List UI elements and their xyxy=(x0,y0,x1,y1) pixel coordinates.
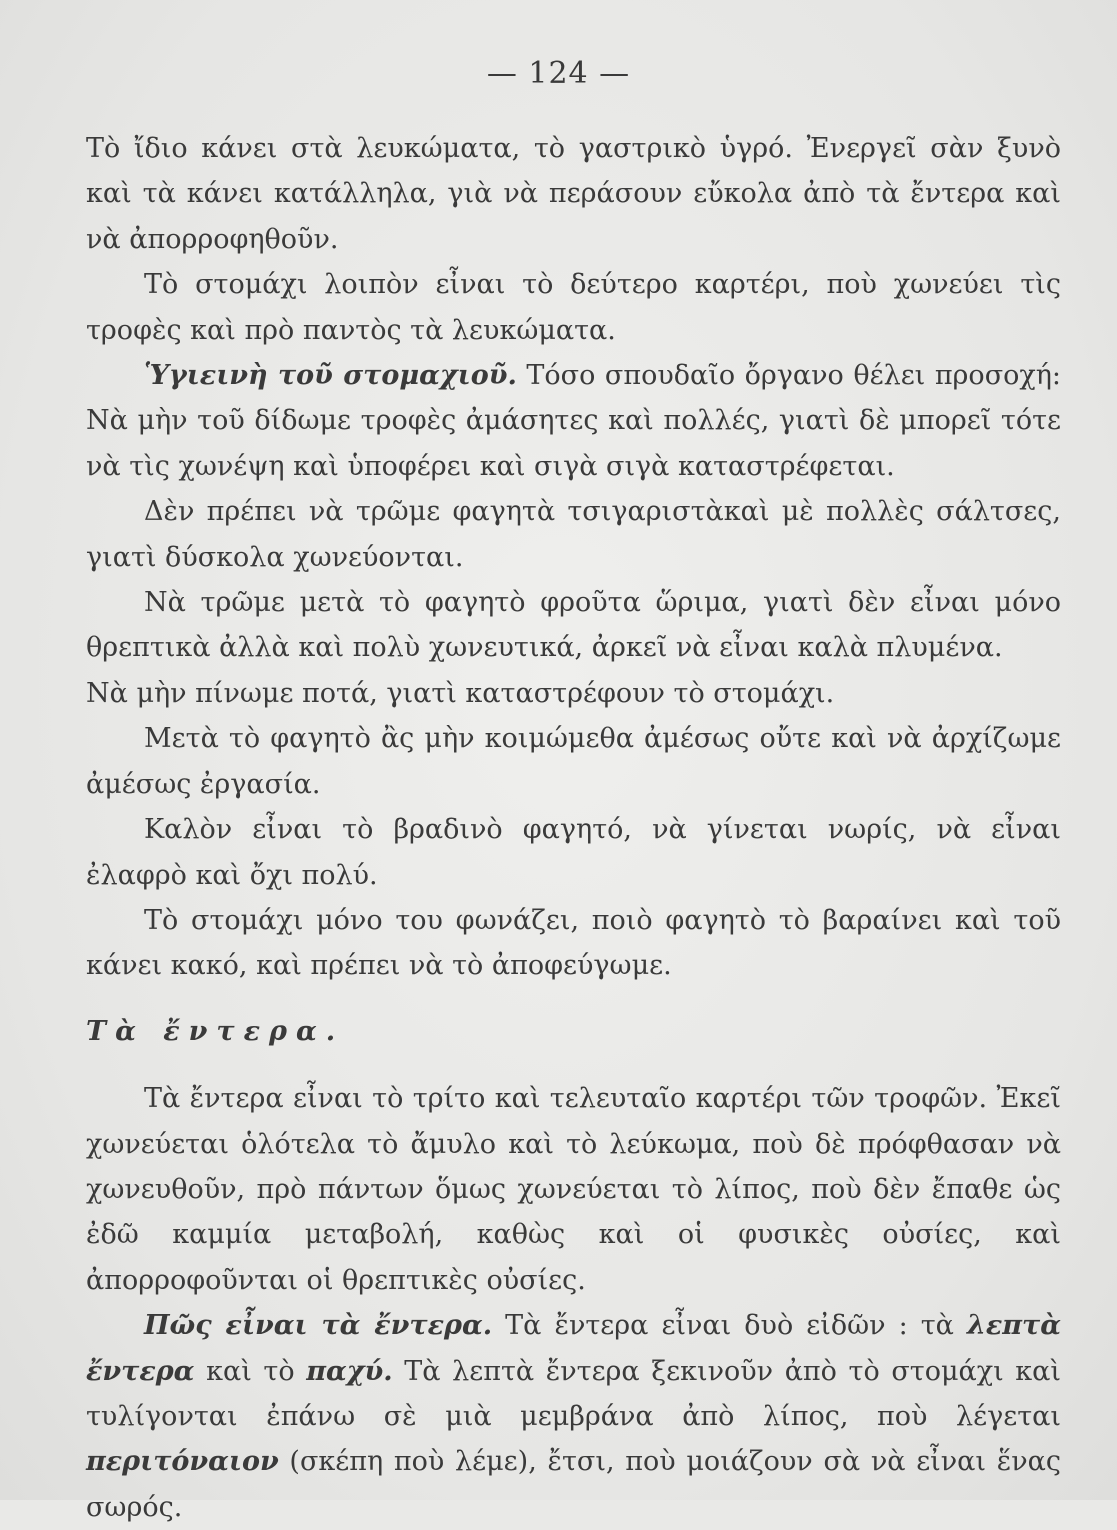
paragraph-11-text-b: καὶ τὸ xyxy=(194,1355,307,1387)
page-number: — 124 — xyxy=(486,56,631,91)
paragraph-intestine-types xyxy=(86,1303,1061,1530)
section-heading-intestines: Τὰ ἔντερα. xyxy=(86,1015,345,1047)
paragraph-8: Καλὸν εἶναι τὸ βραδινὸ φαγητό, νὰ γίνεται νωρίς, νὰ εἶναι ἐλαφρὸ καὶ ὄχι πολύ. xyxy=(86,814,1061,891)
paragraph-2: Τὸ στομάχι λοιπὸν εἶναι τὸ δεύτερο καρτέρι, ποὺ χωνεύει τὶς τροφὲς καὶ πρὸ παντὸς τὰ λευκώματα. xyxy=(86,269,1061,346)
paragraph-11-text-a: Τὰ ἔντερα εἶναι δυὸ εἰδῶν : τὰ xyxy=(492,1310,967,1342)
paragraph-7: Μετὰ τὸ φαγητὸ ἂς μὴν κοιμώμεθα ἀμέσως οὔτε καὶ νὰ ἀρχίζωμε ἀμέσως ἐργασία. xyxy=(86,723,1061,800)
paragraph-stomach-hygiene xyxy=(86,353,1061,489)
body-text xyxy=(86,126,1061,1530)
subheading-stomach-hygiene: Ὑγιεινὴ τοῦ στομαχιοῦ. xyxy=(144,360,517,392)
subheading-intestine-types: Πῶς εἶναι τὰ ἔντερα. xyxy=(144,1310,493,1342)
paragraph-9: Τὸ στομάχι μόνο του φωνάζει, ποιὸ φαγητὸ τὸ βαραίνει καὶ τοῦ κάνει κακό, καὶ πρέπει νὰ τὸ ἀποφεύγωμε. xyxy=(86,904,1061,982)
paragraph-11-text-d: (σκέπη ποὺ λέμε), ἔτσι, ποὺ μοιάζουν σὰ νὰ εἶναι ἕνας σωρός. xyxy=(86,1446,1061,1523)
paragraph-4: Δὲν πρέπει νὰ τρῶμε φαγητὰ τσιγαριστὰκαὶ μὲ πολλὲς σάλτσες, γιατὶ δύσκολα χωνεύονται. xyxy=(86,496,1061,573)
paragraph-6: Νὰ μὴν πίνωμε ποτά, γιατὶ καταστρέφουν τὸ στομάχι. xyxy=(86,677,835,709)
paragraph-5: Νὰ τρῶμε μετὰ τὸ φαγητὸ φροῦτα ὥριμα, γιατὶ δὲν εἶναι μόνο θρεπτικὰ ἀλλὰ καὶ πολὺ χωνευτικά, ἀρκεῖ νὰ εἶναι καλὰ πλυμένα. xyxy=(86,587,1061,664)
paragraph-11-text-c: Τὰ λεπτὰ ἔντερα ξεκινοῦν ἀπὸ τὸ στομάχι καὶ τυλίγονται ἐπάνω σὲ μιὰ μεμβράνα ἀπὸ λίπος, ποὺ λέγεται xyxy=(86,1355,1062,1432)
term-peritoneum: περιτόναιον xyxy=(86,1446,279,1478)
paragraph-1: Τὸ ἴδιο κάνει στὰ λευκώματα, τὸ γαστρικὸ ὑγρό. Ἐνεργεῖ σὰν ξυνὸ καὶ τὰ κάνει κατάλληλα, γιὰ νὰ περάσουν εὔκολα ἀπὸ τὰ ἔντερα καὶ νὰ ἀπορροφηθοῦν. xyxy=(86,133,1061,255)
term-large-intestine: παχύ. xyxy=(306,1355,393,1387)
paragraph-3-text: Τόσο σπουδαῖο ὄργανο θέλει προσοχή: Νὰ μὴν τοῦ δίδωμε τροφὲς ἀμάσητες καὶ πολλές, γιατὶ δὲ μπορεῖ τότε νὰ τὶς χωνέψη καὶ ὑποφέρει καὶ σιγὰ σιγὰ καταστρέφεται. xyxy=(86,360,1062,482)
term-small-intestine: λεπτὰ ἔντερα xyxy=(86,1310,1062,1387)
paragraph-10: Τὰ ἔντερα εἶναι τὸ τρίτο καὶ τελευταῖο καρτέρι τῶν τροφῶν. Ἐκεῖ χωνεύεται ὁλότελα τὸ ἄμυλο καὶ τὸ λεύκωμα, ποὺ δὲ πρόφθασαν νὰ χωνευθοῦν, πρὸ πάντων ὅμως χωνεύεται τὸ λίπος, ποὺ δὲν ἔπαθε ὡς ἐδῶ καμμία μεταβολή, καθὼς καὶ οἱ φυσικὲς οὐσίες, καὶ ἀπορροφοῦνται οἱ θρεπτικὲς οὐσίες. xyxy=(86,1083,1061,1296)
